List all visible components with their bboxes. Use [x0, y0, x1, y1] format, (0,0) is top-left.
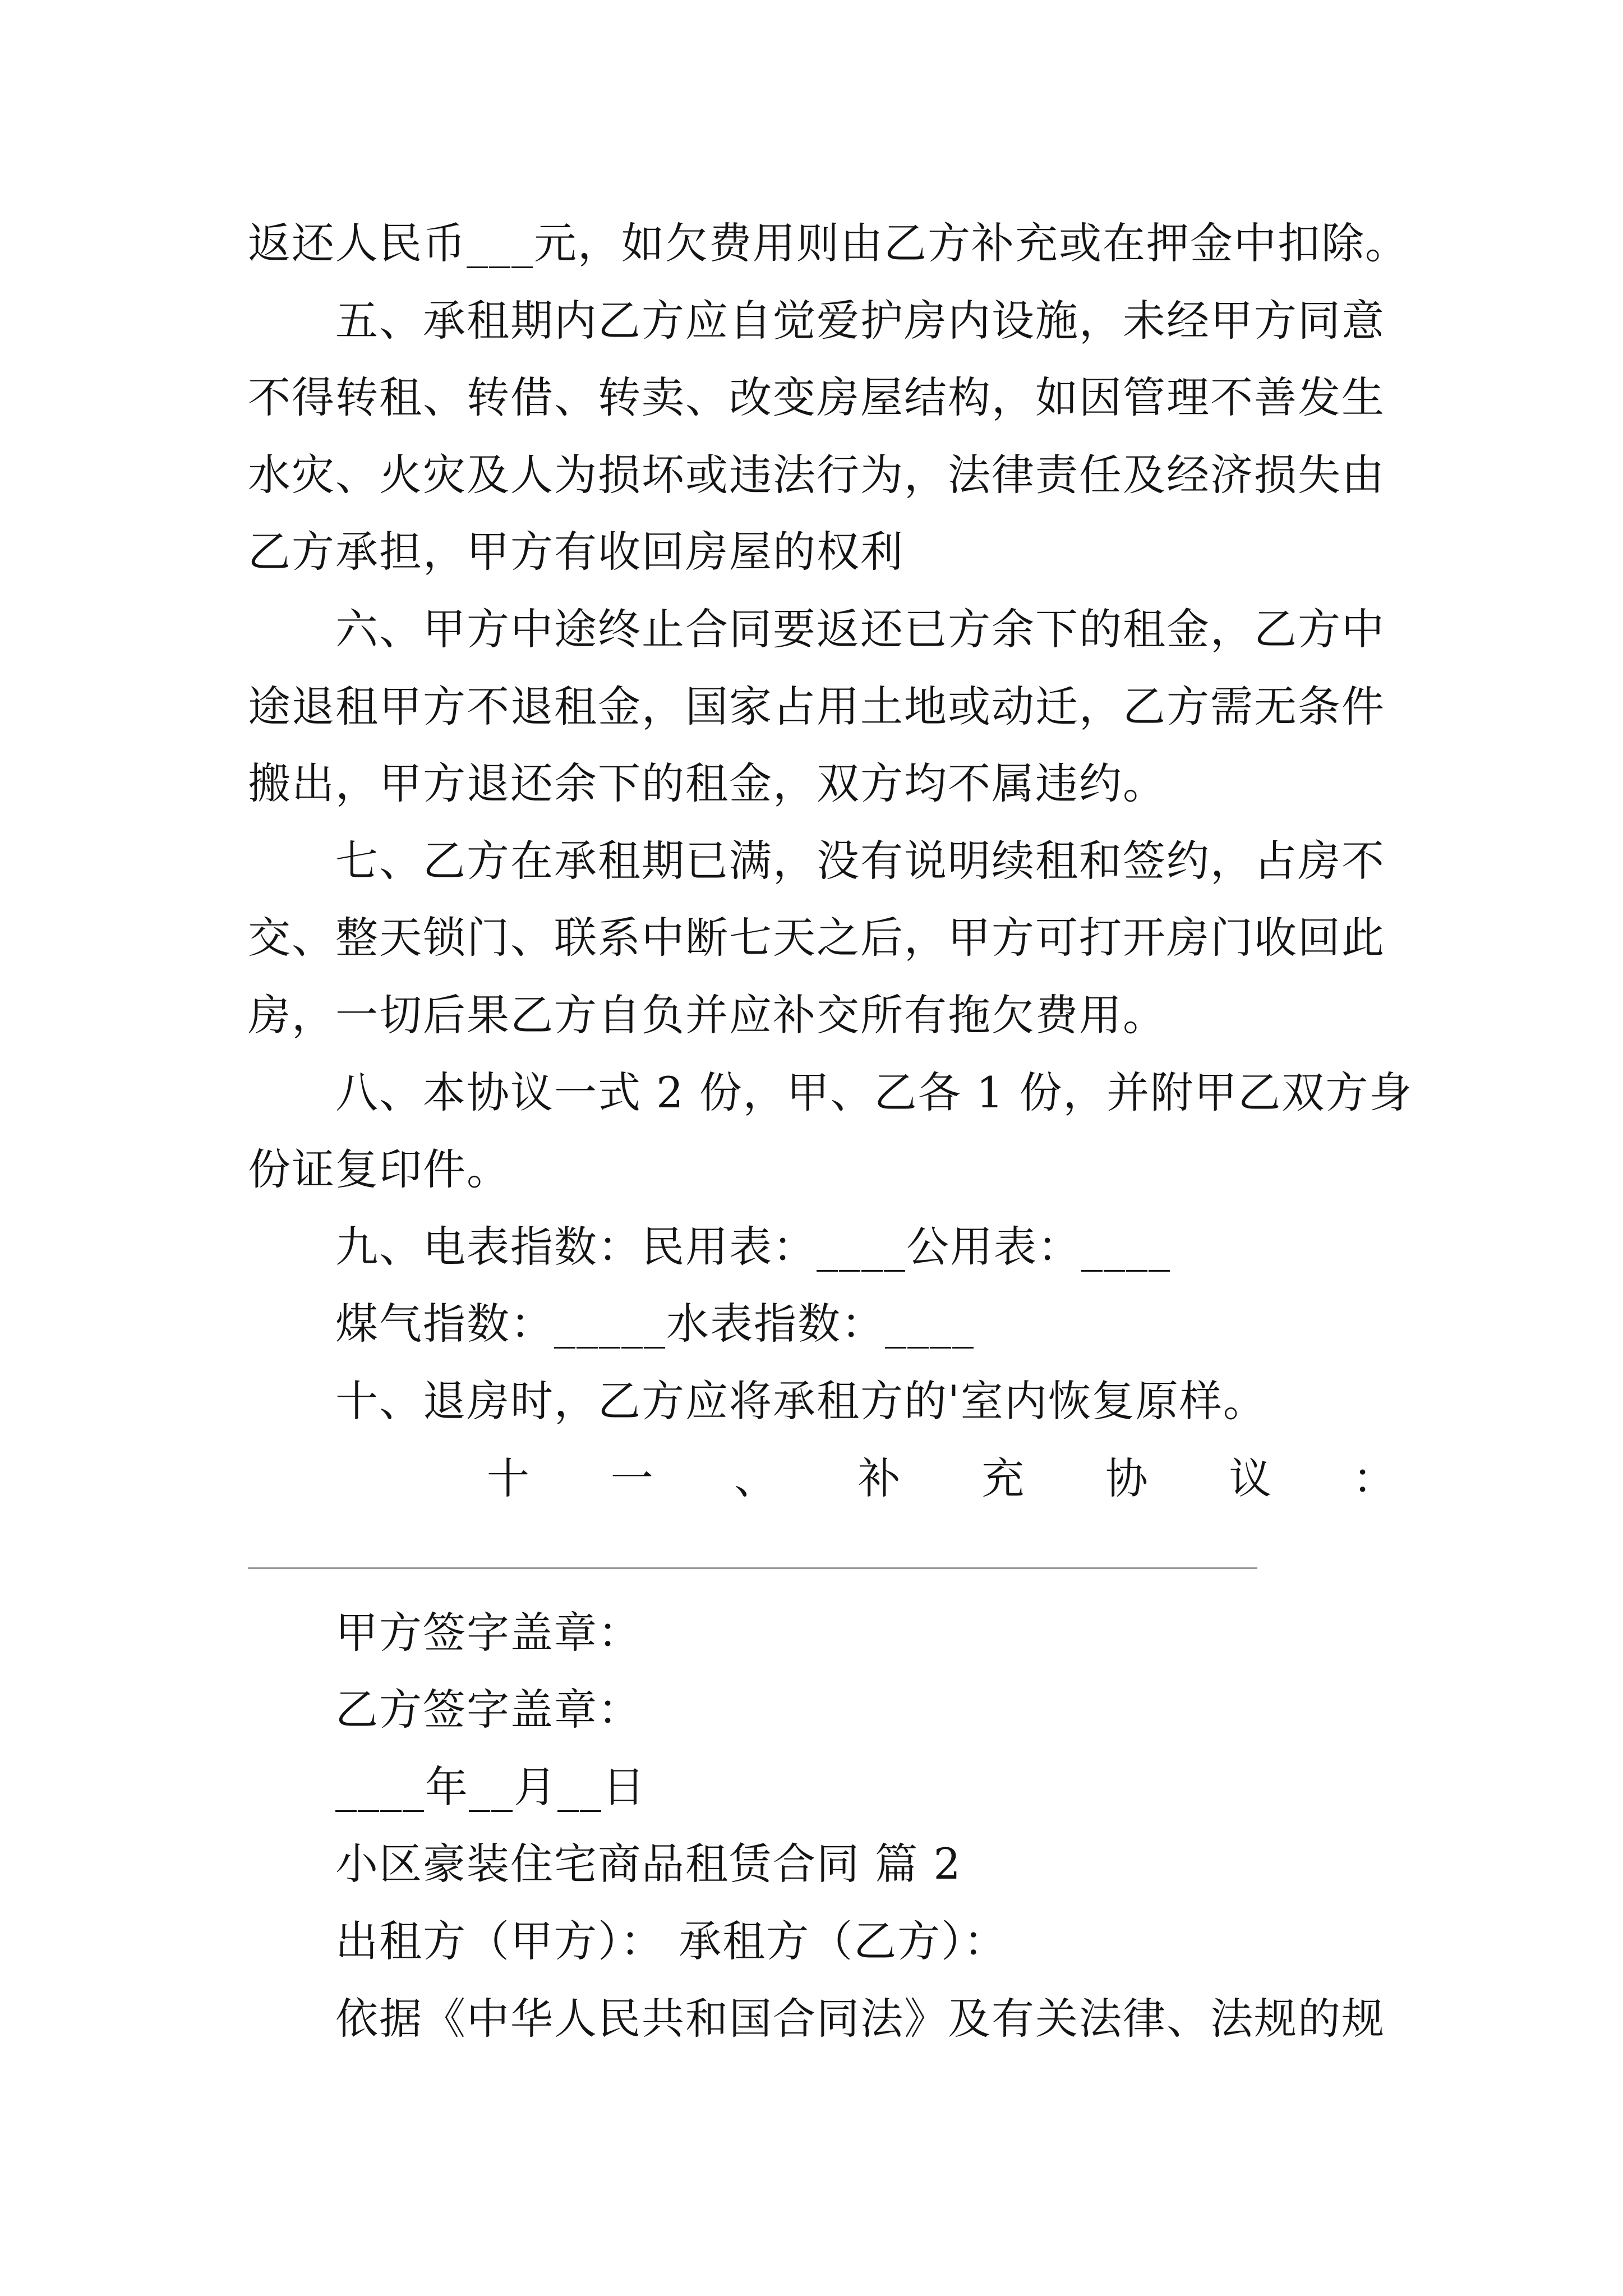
clause-line: 途退租甲方不退租金，国家占用土地或动迁，乙方需无条件 [248, 681, 1385, 731]
clause-line: 水灾、火灾及人为损坏或违法行为，法律责任及经济损失由 [248, 449, 1385, 500]
clause-8-line: 八、本协议一式 2 份，甲、乙各 1 份，并附甲乙双方身 [335, 1067, 1413, 1117]
gas-water-meter-line: 煤气指数：_____水表指数：____ [335, 1299, 975, 1349]
clause-line: 返还人民币___元，如欠费用则由乙方补充或在押金中扣除。 [248, 218, 1409, 268]
clause-line: 交、整天锁门、联系中断七天之后，甲方可打开房门收回此 [248, 913, 1385, 963]
blank-underline [248, 1567, 1257, 1569]
clause-7-line: 七、乙方在承租期已满，没有说明续租和签约，占房不 [335, 835, 1385, 886]
supplement-heading: 十一、补充协议： [487, 1453, 1395, 1503]
next-contract-intro: 依据《中华人民共和国合同法》及有关法律、法规的规 [335, 1993, 1385, 2044]
supplement-blank [248, 1517, 1454, 1594]
clause-6-line: 六、甲方中途终止合同要返还已方余下的租金，乙方中 [335, 604, 1385, 654]
clause-line: 乙方承担，甲方有收回房屋的权利 [248, 527, 904, 577]
clause-line: 搬出，甲方退还余下的租金，双方均不属违约。 [248, 758, 1166, 809]
signature-date: ____年__月__日 [335, 1761, 646, 1812]
clause-line: 不得转租、转借、转卖、改变房屋结构，如因管理不善发生 [248, 372, 1385, 423]
clause-10-line: 十、退房时，乙方应将承租方的'室内恢复原样。 [335, 1375, 1267, 1426]
clause-line: 房，一切后果乙方自负并应补交所有拖欠费用。 [248, 990, 1166, 1040]
clause-5-line: 五、承租期内乙方应自觉爱护房内设施，未经甲方同意 [335, 295, 1385, 346]
clause-line: 份证复印件。 [248, 1144, 510, 1195]
clause-9-meter-line: 九、电表指数：民用表：____公用表：____ [335, 1221, 1171, 1272]
next-contract-parties: 出租方（甲方）： 承租方（乙方）： [335, 1916, 1008, 1967]
party-a-signature: 甲方签字盖章： [335, 1607, 642, 1658]
contract-text [248, 205, 1454, 2057]
party-b-signature: 乙方签字盖章： [335, 1685, 642, 1735]
next-contract-title: 小区豪装住宅商品租赁合同 篇 2 [335, 1839, 962, 1889]
